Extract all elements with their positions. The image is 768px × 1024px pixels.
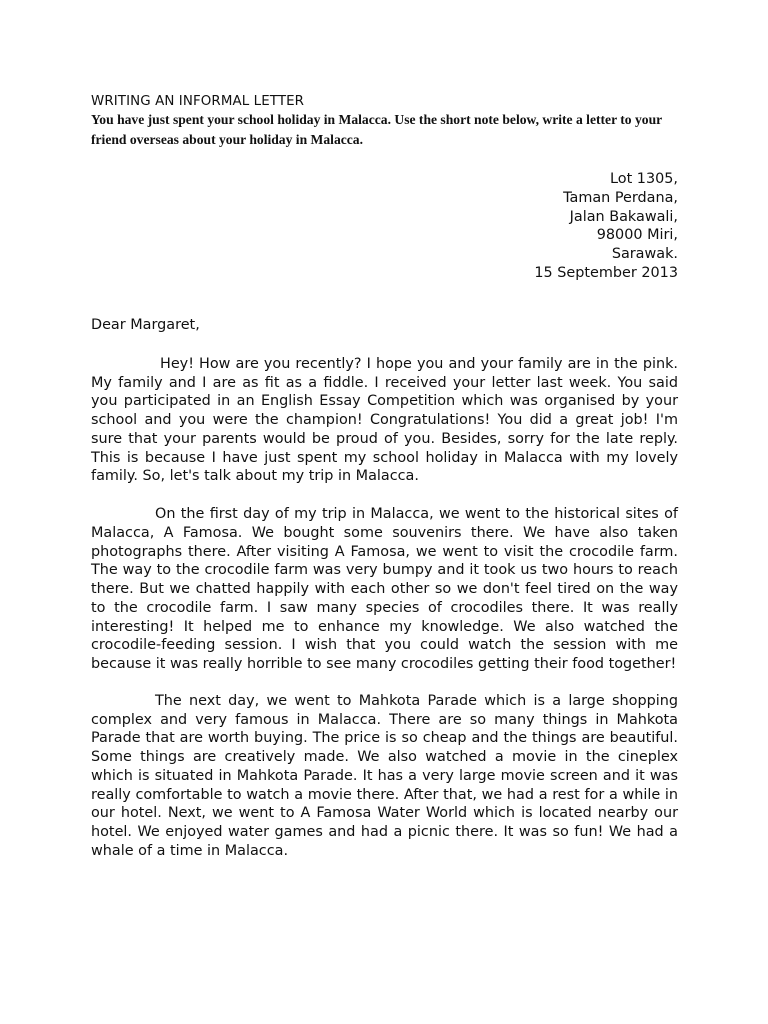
address-line-jalan: Jalan Bakawali,	[569, 208, 678, 225]
address-line-postcode: 98000 Miri,	[596, 227, 678, 244]
letter-content	[91, 94, 678, 861]
letter-greeting: Dear Margaret,	[91, 316, 200, 333]
task-instructions: You have just spent your school holiday in Malacca. Use the short note below, write a letter to your friend overseas about your holiday in Malacca.	[91, 112, 662, 147]
paragraph-intro: Hey! How are you recently? I hope you and your family are in the pink. My family and I are as fit as a fiddle. I received your letter last week. You said you participated in an English Essay Competition which was organised by your school and you were the champion! Congratulations! You did a great job! I'm sure that your parents would be proud of you. Besides, sorry for the late reply. This is because I have just spent my school holiday in Malacca with my lovely family. So, let's talk about my trip in Malacca.	[91, 355, 678, 485]
sender-address	[91, 170, 678, 283]
document-title: WRITING AN INFORMAL LETTER	[91, 94, 305, 109]
paragraph-next-day: The next day, we went to Mahkota Parade which is a large shopping complex and very famous in Malacca. There are so many things in Mahkota Parade that are worth buying. The price is so cheap and the things are beautiful. Some things are creatively made. We also watched a movie in the cineplex which is situated in Mahkota Parade. It has a very large movie screen and it was really comfortable to watch a movie there. After that, we had a rest for a while in our hotel. Next, we went to A Famosa Water World which is located nearby our hotel. We enjoyed water games and had a picnic there. It was so fun! We had a whale of a time in Malacca.	[91, 692, 678, 859]
paragraph-first-day: On the first day of my trip in Malacca, we went to the historical sites of Malacca, A Famosa. We bought some souvenirs there. We have also taken photographs there. After visiting A Famosa, we went to visit the crocodile farm. The way to the crocodile farm was very bumpy and it took us two hours to reach there. But we chatted happily with each other so we don't feel tired on the way to the crocodile farm. I saw many species of crocodiles there. It was really interesting! It helped me to enhance my knowledge. We also watched the crocodile-feeding session. I wish that you could watch the session with me because it was really horrible to see many crocodiles getting their food together!	[91, 506, 678, 673]
address-line-lot: Lot 1305,	[610, 171, 678, 187]
address-line-state: Sarawak.	[611, 246, 678, 263]
address-line-taman: Taman Perdana,	[563, 189, 678, 206]
letter-date: 15 September 2013	[534, 264, 678, 281]
